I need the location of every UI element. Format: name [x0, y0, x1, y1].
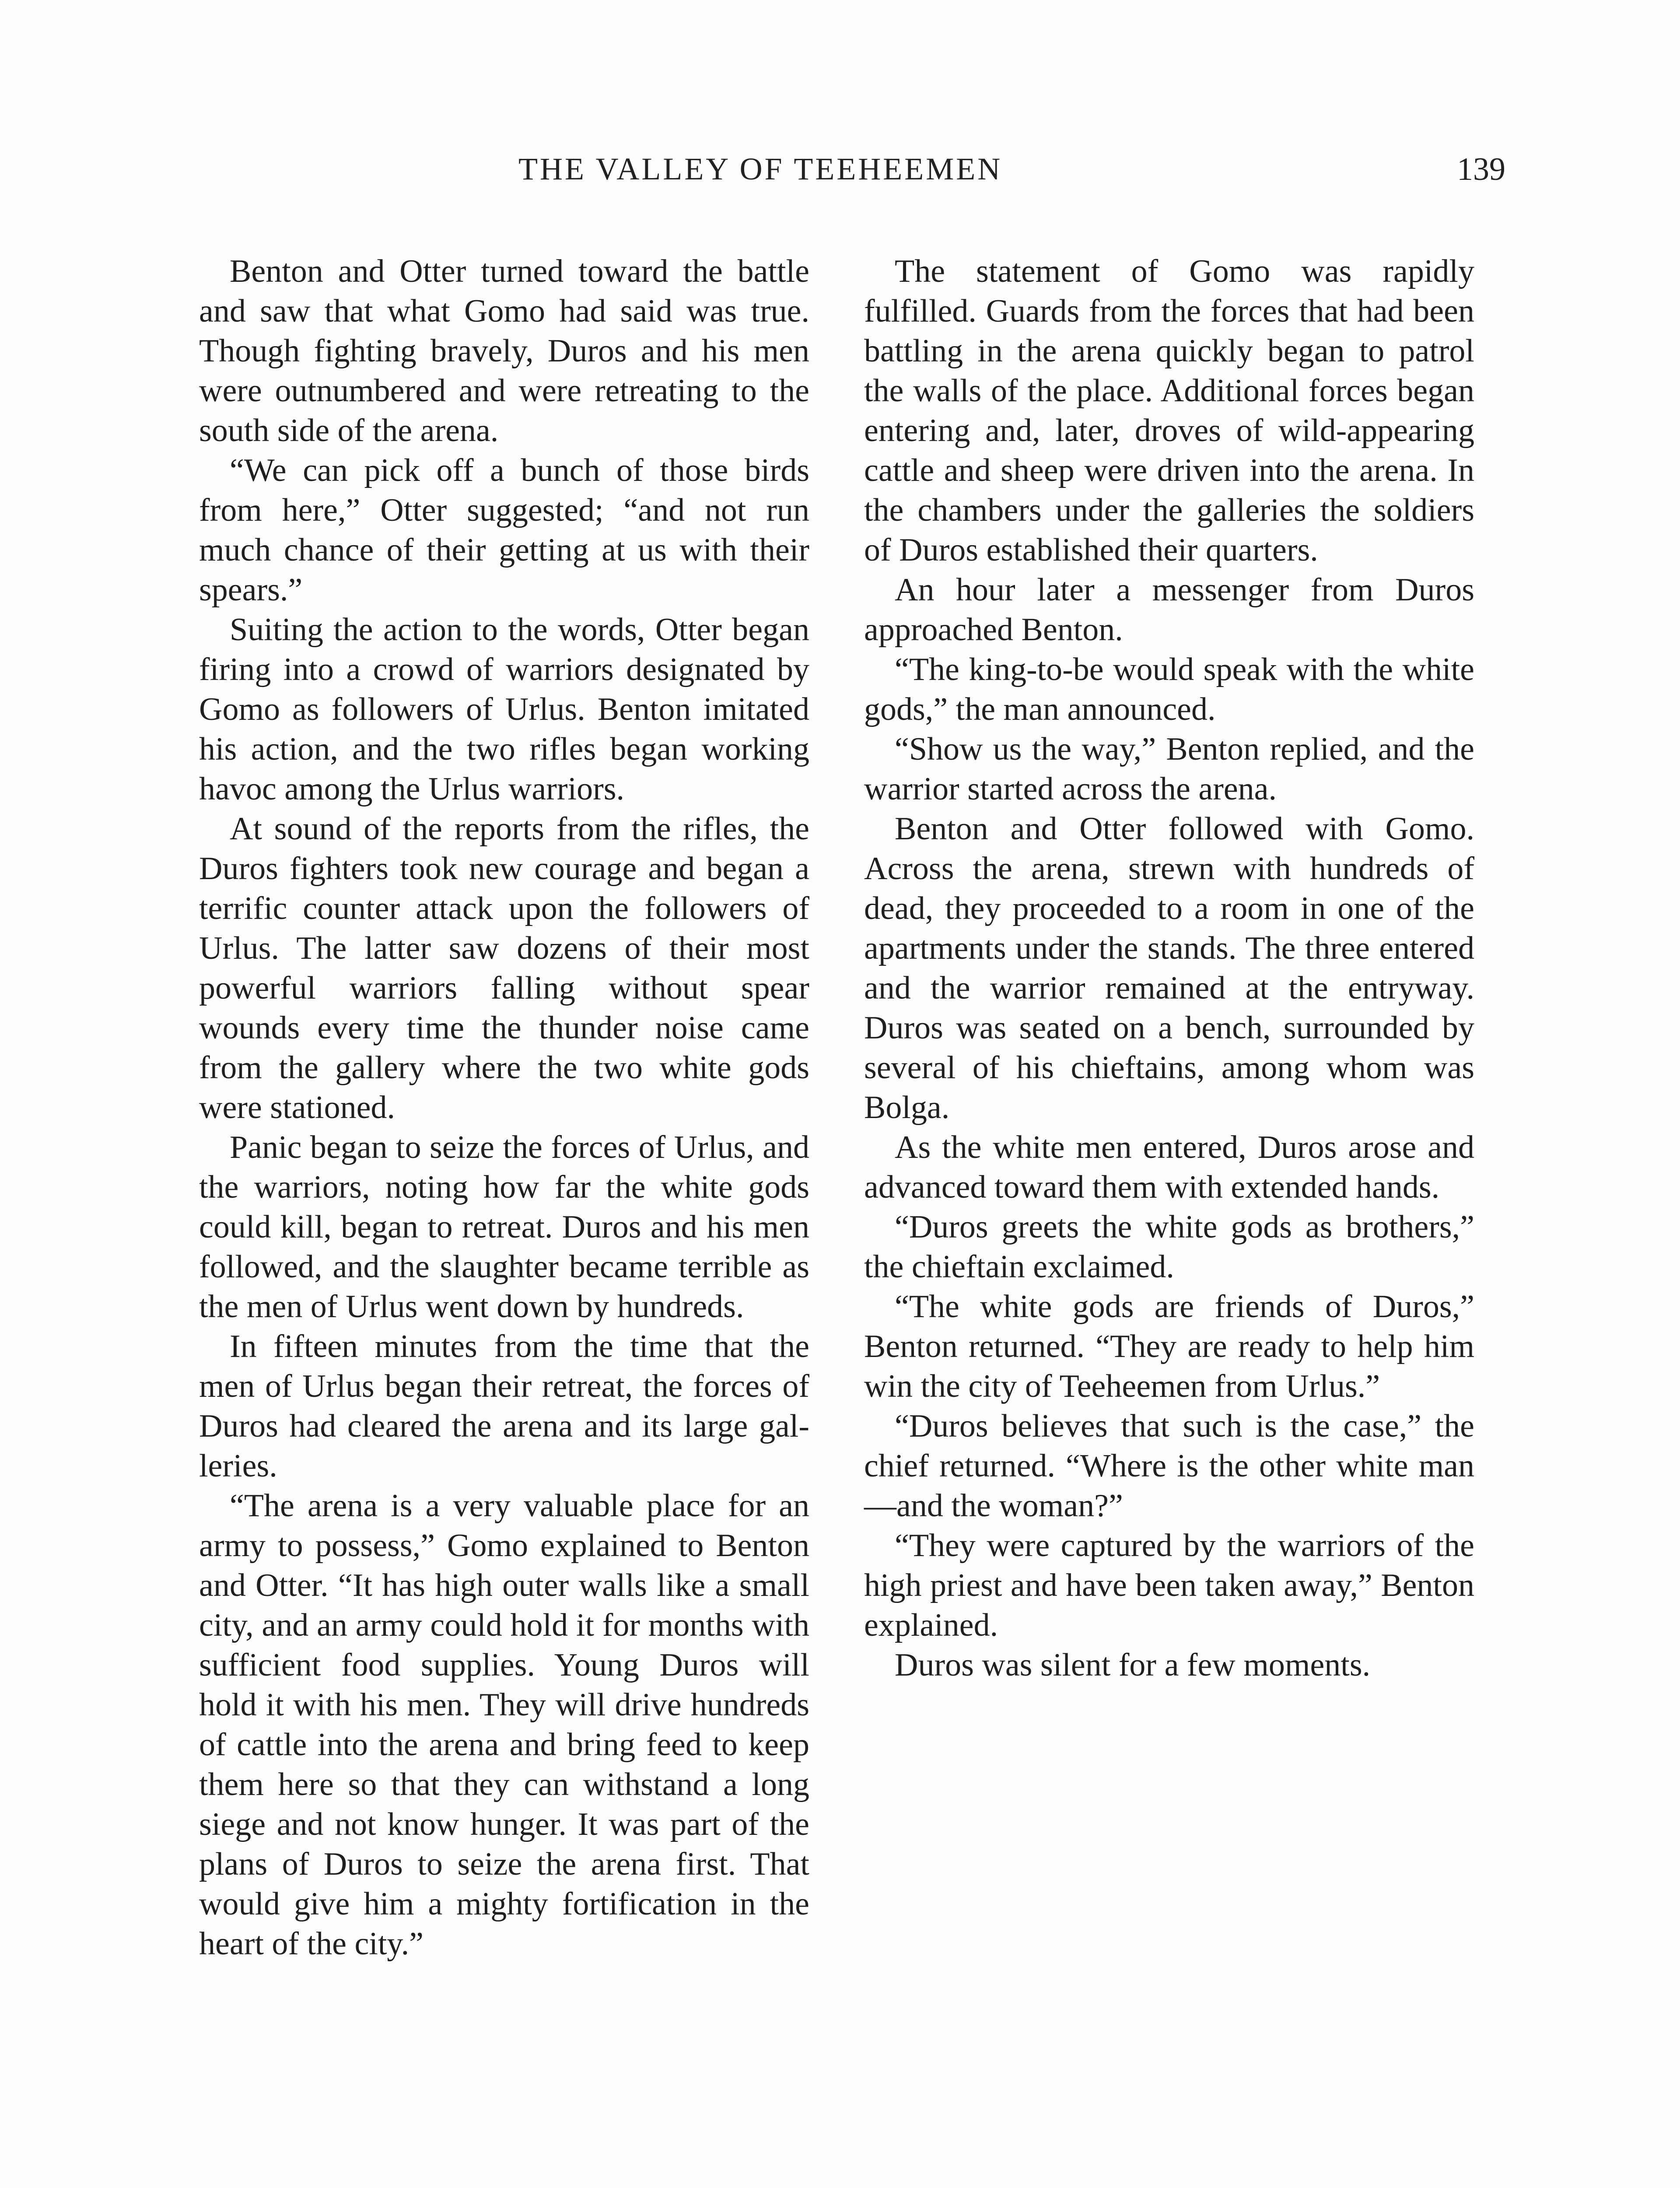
- paragraph: “Duros believes that such is the case,” the chief returned. “Where is the other white man—and the woman?”: [864, 1408, 1474, 1524]
- paragraph: In fifteen minutes from the time that the men of Urlus began their retreat, the forces of Duros had cleared the arena and its large galleries.: [199, 1329, 809, 1484]
- paragraph: The statement of Gomo was rapidly fulfilled. Guards from the forces that had been battling in the arena quickly began to patrol the walls of the place. Additional forces began entering and, later, droves of wild-appearing cattle and sheep were driven into the arena. In the chambers under the galleries the soldiers of Duros established their quarters.: [864, 253, 1474, 568]
- paragraph: Benton and Otter followed with Gomo. Across the arena, strewn with hundreds of dead, they proceeded to a room in one of the apartments under the stands. The three entered and the warrior remained at the entryway. Duros was seated on a bench, surrounded by several of his chieftains, among whom was Bolga.: [864, 811, 1474, 1126]
- paragraph: Panic began to seize the forces of Urlus, and the warriors, noting how far the white gods could kill, began to retreat. Duros and his men followed, and the slaughter became terrible as the men of Urlus went down by hundreds.: [199, 1129, 809, 1325]
- running-head-title: THE VALLEY OF TEEHEEMEN: [518, 151, 1003, 186]
- paragraph: Duros was silent for a few moments.: [895, 1647, 1371, 1683]
- paragraph: “Show us the way,” Benton replied, and the warrior started across the arena.: [864, 731, 1474, 807]
- paragraph: An hour later a messenger from Duros approached Benton.: [864, 572, 1474, 648]
- paragraph: Suiting the action to the words, Otter began firing into a crowd of warriors designated by Gomo as followers of Urlus. Benton imitated his action, and the two rifles began working havoc among the Urlus warriors.: [199, 612, 809, 807]
- right-text-column: [864, 252, 1474, 1685]
- paragraph: “The arena is a very valuable place for an army to possess,” Gomo explained to Benton and Otter. “It has high outer walls like a small city, and an army could hold it for months with sufficient food supplies. Young Duros will hold it with his men. They will drive hundreds of cattle into the arena and bring feed to keep them here so that they can withstand a long siege and not know hunger. It was part of the plans of Duros to seize the arena first. That would give him a mighty fortification in the heart of the city.”: [199, 1488, 809, 1962]
- paragraph: At sound of the reports from the rifles, the Duros fighters took new courage and began a terrific counter attack upon the followers of Urlus. The latter saw dozens of their most powerful warriors falling without spear wounds every time the thunder noise came from the gallery where the two white gods were stationed.: [199, 811, 809, 1126]
- paragraph: “They were captured by the warriors of the high priest and have been taken away,” Benton explained.: [864, 1528, 1474, 1643]
- paragraph: “The king-to-be would speak with the white gods,” the man announced.: [864, 652, 1474, 727]
- page-number: 139: [1457, 151, 1505, 187]
- paragraph: “The white gods are friends of Duros,” Benton returned. “They are ready to help him win the city of Teeheemen from Urlus.”: [864, 1289, 1474, 1404]
- paragraph: “Duros greets the white gods as brothers,” the chieftain exclaimed.: [864, 1209, 1474, 1285]
- paragraph: As the white men entered, Duros arose and advanced toward them with extended hands.: [864, 1129, 1474, 1205]
- paragraph: “We can pick off a bunch of those birds from here,” Otter suggested; “and not run much chance of their getting at us with their spears.”: [199, 452, 809, 608]
- page-header: [0, 151, 1680, 199]
- left-text-column: [199, 252, 809, 1964]
- paragraph: Benton and Otter turned toward the battle and saw that what Gomo had said was true. Though fighting bravely, Duros and his men were outnumbered and were retreating to the south side of the arena.: [199, 253, 809, 449]
